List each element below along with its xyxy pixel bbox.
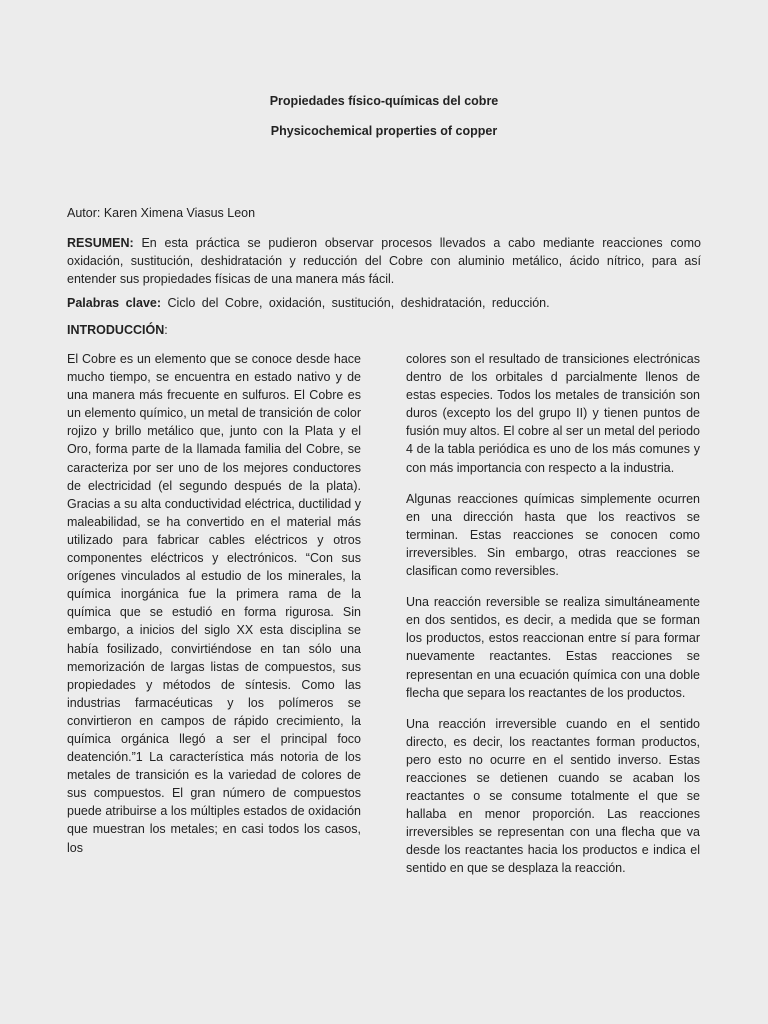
intro-heading bbox=[67, 323, 168, 337]
keywords bbox=[67, 296, 701, 310]
paragraph: Algunas reacciones químicas simplemente ocurren en una dirección hasta que los reactivos se terminan. Estas reacciones se conocen como irreversibles. Sin embargo, otras reacciones se clasifican como reversibles. bbox=[406, 491, 700, 579]
keywords-label: Palabras clave: bbox=[67, 296, 162, 310]
paragraph: Una reacción reversible se realiza simultáneamente en dos sentidos, es decir, a medida que se forman los productos, estos reaccionan entre sí para formar nuevamente reactantes. Estas reacciones se representan en una ecuación química con una doble flecha que separa los reactantes de los productos. bbox=[406, 595, 700, 700]
abstract-text: En esta práctica se pudieron observar procesos llevados a cabo mediante reacciones como oxidación, sustitución, deshidratación y reducción del Cobre con aluminio metálico, ácido nítrico, para así entender sus propiedades físicas de una manera más fácil. bbox=[67, 236, 701, 286]
title-spanish: Propiedades físico-químicas del cobre bbox=[269, 94, 499, 108]
paragraph: El Cobre es un elemento que se conoce desde hace mucho tiempo, se encuentra en estado nativo y de una manera más frecuente en sulfuros. El Cobre es un elemento químico, un metal de transición de color rojizo y brillo metálico que, junto con la Plata y el Oro, forma parte de la llamada familia del Cobre, se caracteriza por ser uno de los mejores conductores de electricidad (el segundo después de la plata). Gracias a su alta conductividad eléctrica, ductilidad y maleabilidad, se ha convertido en el material más utilizado para fabricar cables eléctricos y otros componentes eléctricos y electrónicos. “Con sus orígenes vinculados al estudio de los minerales, la química inorgánica fue la primera rama de la química que se estudió en forma rigurosa. Sin embargo, a inicios del siglo XX esta disciplina se había fosilizado, convirtiéndose en tan sólo una memorización de largas listas de compuestos, sus propiedades y métodos de síntesis. Como las industrias farmacéuticas y los polímeros se convirtieron en campos de rápido crecimiento, la química orgánica llegó a ser el principal foco deatención.”1 La característica más notoria de los metales de transición es la variedad de colores de sus compuestos. El gran número de compuestos puede atribuirse a los múltiples estados de oxidación que muestran los metales; en casi todos los casos, los bbox=[67, 352, 361, 855]
left-column bbox=[67, 350, 361, 870]
author-line: Autor: Karen Ximena Viasus Leon bbox=[67, 206, 256, 220]
abstract bbox=[67, 234, 701, 288]
paragraph: Una reacción irreversible cuando en el sentido directo, es decir, los reactantes forman productos, pero esto no ocurre en el sentido inverso. Estas reacciones se detienen cuando se acaban los reactantes o se consume totalmente el que se hallaba en menor proporción. Las reacciones irreversibles se representan con una flecha que va desde los reactantes hacia los productos e indica el sentido en que se desplaza la reacción. bbox=[406, 716, 700, 876]
intro-heading-colon: : bbox=[164, 323, 168, 337]
keywords-text: Ciclo del Cobre, oxidación, sustitución, deshidratación, reducción. bbox=[161, 296, 550, 310]
title-english: Physicochemical properties of copper bbox=[270, 124, 498, 138]
right-column bbox=[406, 350, 700, 891]
abstract-label: RESUMEN: bbox=[67, 236, 134, 250]
intro-heading-text: INTRODUCCIÓN bbox=[67, 323, 165, 337]
paragraph: colores son el resultado de transiciones electrónicas dentro de los orbitales d parcialmente llenos de estas especies. Todos los metales de transición son duros (excepto los del grupo II) y tienen puntos de fusión muy altos. El cobre al ser un metal del periodo 4 de la tabla periódica es uno de los más comunes y con más importancia con respecto a la industria. bbox=[406, 352, 700, 475]
title-block bbox=[0, 93, 768, 153]
